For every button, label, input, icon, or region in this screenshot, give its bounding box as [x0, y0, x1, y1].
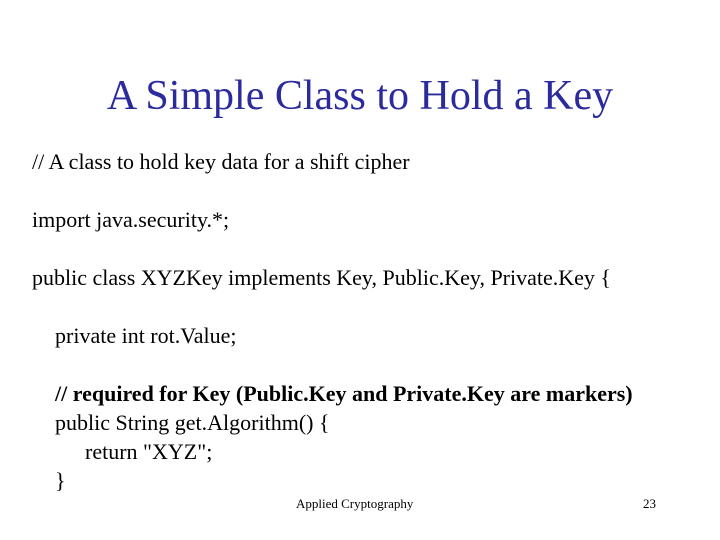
slide-title: A Simple Class to Hold a Key — [106, 73, 614, 119]
code-import-line: import java.security.*; — [32, 207, 230, 232]
code-closing-brace-line: } — [55, 468, 66, 493]
code-method-signature-line: public String get.Algorithm() { — [55, 410, 330, 435]
footer-course-title: Applied Cryptography — [296, 496, 414, 511]
code-field-line: private int rot.Value; — [55, 323, 237, 348]
code-return-line: return "XYZ"; — [85, 439, 213, 464]
code-class-declaration-line: public class XYZKey implements Key, Public.Key, Private.Key { — [32, 265, 611, 290]
footer-page-number: 23 — [643, 496, 656, 511]
code-comment-line: // A class to hold key data for a shift cipher — [32, 149, 410, 174]
code-required-comment-line: // required for Key (Public.Key and Private.Key are markers) — [55, 381, 633, 406]
